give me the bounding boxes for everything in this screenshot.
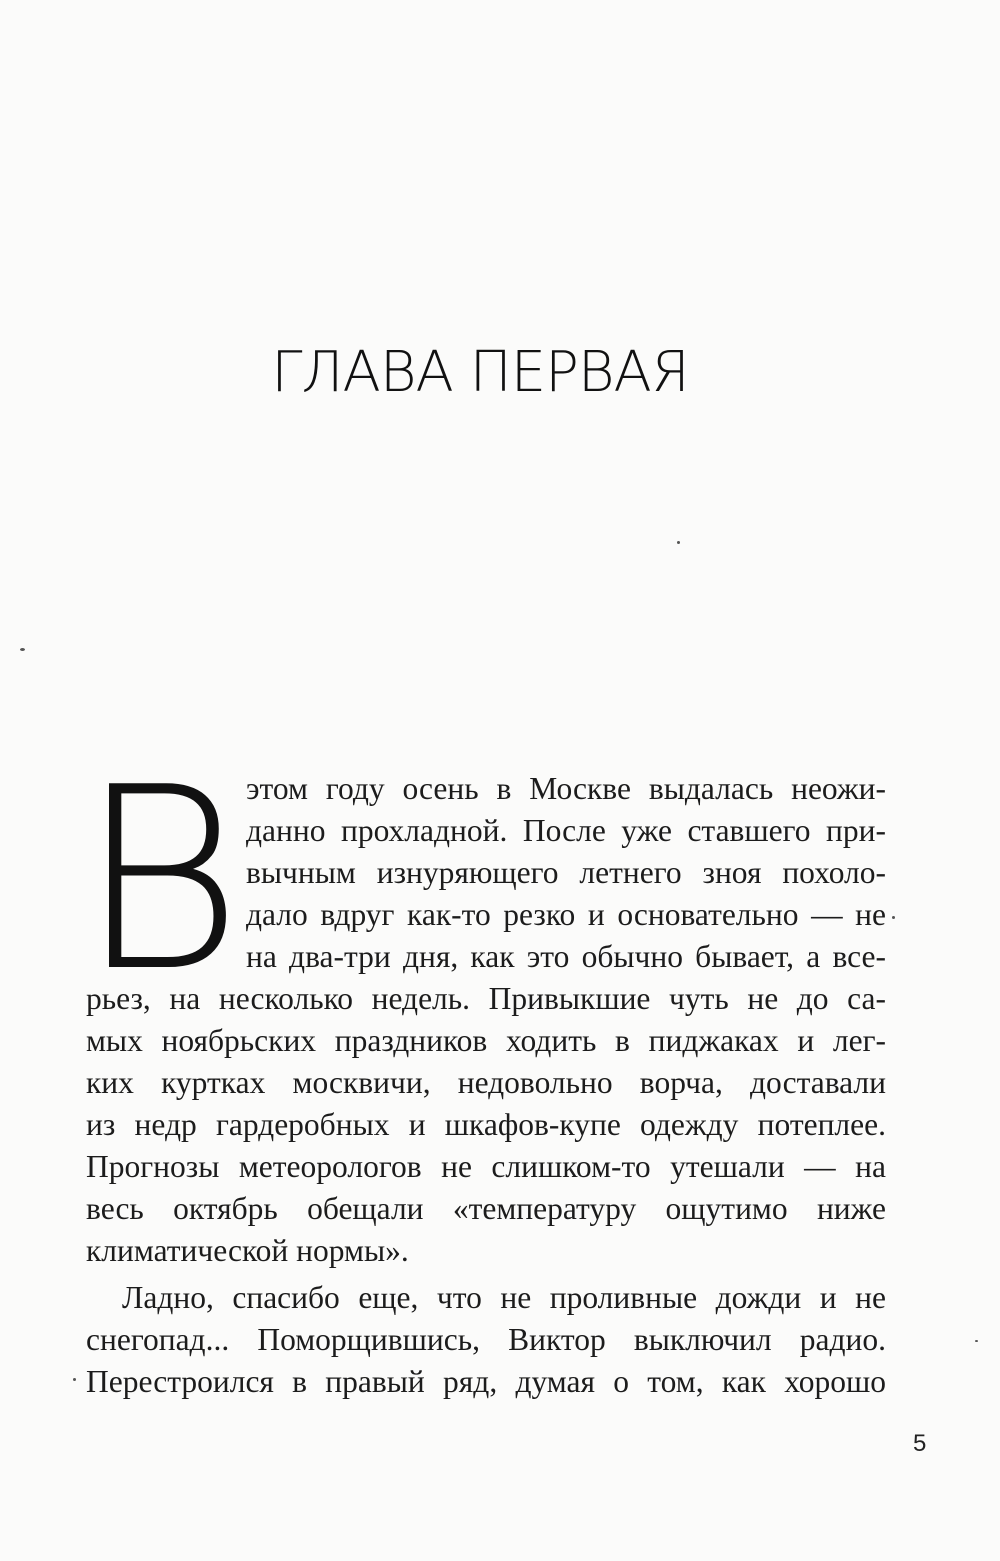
text-line: Ладно, спасибо еще, что не проливные дожди и не <box>122 1280 886 1315</box>
text-line: вычным изнуряющего летнего зноя похоло- <box>246 855 886 890</box>
text-line: климатической нормы». <box>86 1233 409 1268</box>
scan-speck <box>20 648 25 651</box>
chapter-title: ГЛАВА ПЕРВАЯ <box>271 340 689 405</box>
text-line: снегопад... Поморщившись, Виктор выключил радио. <box>86 1322 886 1357</box>
scan-speck <box>73 1378 76 1381</box>
scan-speck <box>677 541 680 544</box>
text-line: рьез, на несколько недель. Привыкшие чуть не до са- <box>86 981 886 1016</box>
text-line: весь октябрь обещали «температуру ощутимо ниже <box>86 1191 886 1226</box>
text-line: на два-три дня, как это обычно бывает, а все- <box>246 939 886 974</box>
page-number: 5 <box>913 1430 927 1457</box>
text-line: Перестроился в правый ряд, думая о том, как хорошо <box>86 1364 886 1399</box>
text-line: ких куртках москвичи, недовольно ворча, доставали <box>86 1065 886 1100</box>
text-line: данно прохладной. После уже ставшего при- <box>246 813 886 848</box>
text-line: этом году осень в Москве выдалась неожи- <box>246 771 886 806</box>
scan-speck <box>975 1340 978 1342</box>
text-line: дало вдруг как-то резко и основательно — не <box>246 897 886 932</box>
text-line: мых ноябрьских праздников ходить в пиджаках и лег- <box>86 1023 886 1058</box>
scan-speck <box>892 916 895 919</box>
text-line: Прогнозы метеорологов не слишком-то утешали — на <box>86 1149 886 1184</box>
drop-cap: В <box>78 734 244 1027</box>
text-line: из недр гардеробных и шкафов-купе одежду потеплее. <box>86 1107 886 1142</box>
